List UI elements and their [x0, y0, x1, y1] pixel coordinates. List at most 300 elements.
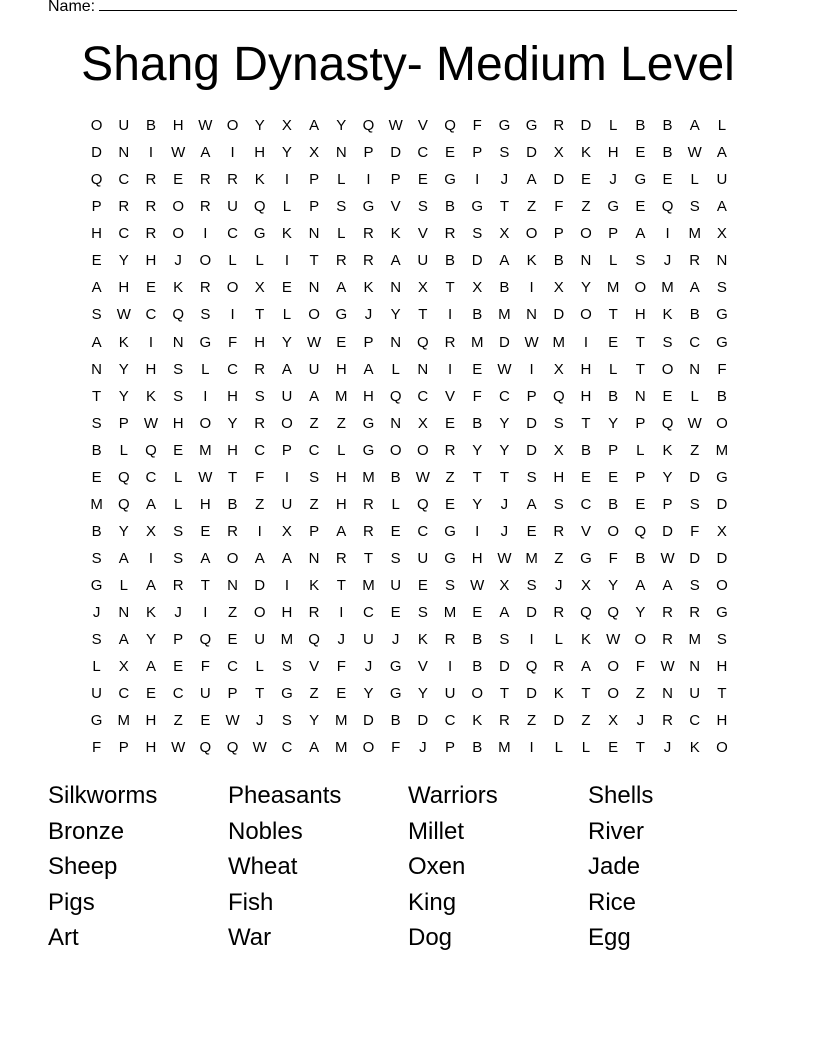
grid-letter: I	[230, 306, 235, 324]
grid-letter: H	[145, 252, 157, 270]
grid-letter: J	[364, 658, 373, 676]
grid-letter: E	[608, 739, 619, 757]
grid-letter: T	[363, 550, 374, 568]
grid-letter: E	[635, 144, 646, 162]
word-list-item: Egg	[588, 924, 631, 952]
grid-letter: S	[526, 577, 537, 595]
grid-letter: R	[444, 333, 456, 351]
grid-letter: X	[553, 144, 564, 162]
grid-letter: E	[662, 387, 673, 405]
grid-letter: I	[148, 333, 154, 351]
grid-letter: G	[580, 550, 592, 568]
grid-letter: P	[227, 685, 238, 703]
grid-letter: H	[580, 360, 592, 378]
grid-letter: Q	[417, 333, 429, 351]
grid-letter: P	[553, 225, 564, 243]
grid-letter: B	[472, 306, 483, 324]
grid-letter: X	[553, 360, 564, 378]
grid-letter: T	[336, 577, 346, 595]
grid-letter: Z	[527, 198, 537, 216]
grid-letter: M	[688, 631, 701, 649]
grid-letter: Y	[662, 468, 673, 486]
grid-letter: E	[635, 495, 646, 513]
grid-letter: E	[173, 441, 184, 459]
grid-letter: H	[118, 279, 130, 297]
grid-letter: R	[254, 360, 266, 378]
grid-letter: V	[445, 387, 456, 405]
grid-letter: B	[472, 658, 483, 676]
grid-letter: F	[608, 550, 618, 568]
grid-letter: C	[118, 171, 130, 189]
grid-letter: E	[608, 333, 619, 351]
grid-letter: K	[580, 631, 591, 649]
grid-letter: P	[118, 414, 129, 432]
grid-letter: T	[635, 739, 645, 757]
grid-letter: H	[716, 712, 728, 730]
grid-letter: X	[417, 414, 428, 432]
grid-letter: N	[172, 333, 184, 351]
grid-letter: X	[580, 577, 591, 595]
grid-letter: G	[607, 198, 619, 216]
grid-letter: N	[390, 333, 402, 351]
grid-letter: V	[309, 658, 320, 676]
grid-letter: T	[92, 387, 102, 405]
grid-letter: L	[119, 441, 128, 459]
grid-letter: I	[230, 144, 235, 162]
grid-letter: I	[475, 171, 480, 189]
grid-letter: D	[498, 333, 510, 351]
grid-letter: B	[608, 387, 619, 405]
grid-letter: E	[91, 252, 102, 270]
grid-letter: P	[472, 144, 483, 162]
grid-letter: T	[255, 685, 265, 703]
grid-letter: T	[635, 333, 645, 351]
grid-letter: R	[363, 495, 374, 513]
grid-letter: E	[662, 171, 673, 189]
grid-letter: E	[336, 685, 347, 703]
grid-letter: H	[172, 414, 184, 432]
grid-letter: R	[308, 604, 320, 622]
grid-letter: Q	[389, 387, 402, 405]
grid-letter: I	[447, 306, 453, 324]
grid-letter: E	[635, 198, 646, 216]
grid-letter: W	[497, 550, 512, 568]
grid-letter: Q	[172, 306, 184, 324]
grid-letter: A	[336, 522, 347, 540]
grid-letter: C	[118, 225, 130, 243]
grid-letter: O	[172, 198, 184, 216]
grid-letter: S	[91, 414, 102, 432]
grid-letter: M	[498, 306, 511, 324]
grid-letter: W	[225, 712, 240, 730]
grid-letter: I	[203, 387, 208, 405]
grid-letter: L	[690, 387, 699, 405]
grid-letter: N	[689, 360, 701, 378]
grid-letter: M	[199, 441, 212, 459]
grid-letter: F	[200, 658, 210, 676]
grid-letter: Y	[309, 712, 320, 730]
grid-letter: K	[390, 225, 401, 243]
grid-letter: Q	[253, 198, 266, 216]
grid-letter: B	[716, 387, 727, 405]
grid-letter: P	[173, 631, 184, 649]
grid-letter: N	[390, 279, 402, 297]
grid-letter: M	[498, 739, 511, 757]
grid-letter: N	[417, 360, 429, 378]
grid-letter: O	[90, 117, 103, 135]
grid-letter: L	[554, 631, 563, 649]
grid-letter: N	[390, 414, 402, 432]
grid-letter: T	[200, 577, 210, 595]
grid-letter: B	[662, 144, 673, 162]
grid-letter: K	[526, 252, 537, 270]
grid-letter: A	[526, 171, 537, 189]
grid-letter: S	[254, 387, 265, 405]
grid-letter: N	[526, 306, 538, 324]
grid-letter: R	[227, 522, 238, 540]
grid-letter: V	[580, 522, 591, 540]
grid-letter: S	[91, 550, 102, 568]
grid-letter: D	[417, 712, 429, 730]
grid-letter: K	[145, 387, 156, 405]
grid-letter: E	[417, 171, 428, 189]
grid-letter: W	[198, 468, 213, 486]
grid-letter: G	[389, 685, 402, 703]
grid-letter: W	[198, 117, 213, 135]
grid-letter: R	[553, 522, 565, 540]
word-list-item: Shells	[588, 782, 654, 809]
grid-letter: S	[472, 225, 483, 243]
grid-letter: H	[145, 739, 157, 757]
grid-letter: P	[309, 198, 320, 216]
grid-letter: G	[634, 171, 647, 189]
grid-letter: N	[335, 144, 347, 162]
grid-letter: H	[335, 468, 347, 486]
grid-letter: I	[529, 360, 534, 378]
grid-letter: E	[173, 171, 184, 189]
word-list-item: King	[408, 888, 457, 916]
grid-letter: W	[415, 468, 430, 486]
grid-letter: I	[148, 144, 154, 162]
grid-letter: N	[662, 685, 673, 703]
grid-letter: Q	[661, 414, 674, 432]
grid-letter: E	[145, 685, 156, 703]
grid-letter: U	[444, 685, 456, 703]
grid-letter: J	[255, 712, 264, 730]
grid-letter: D	[580, 117, 592, 135]
grid-letter: L	[717, 117, 727, 135]
grid-letter: X	[417, 279, 428, 297]
grid-letter: I	[203, 225, 208, 243]
grid-letter: R	[145, 198, 157, 216]
grid-letter: T	[608, 306, 618, 324]
grid-letter: O	[580, 306, 592, 324]
grid-letter: E	[445, 414, 456, 432]
grid-letter: P	[281, 441, 292, 459]
grid-letter: A	[499, 604, 510, 622]
grid-letter: P	[309, 171, 320, 189]
grid-letter: S	[173, 360, 184, 378]
grid-letter: S	[91, 631, 102, 649]
grid-letter: F	[227, 333, 238, 351]
grid-letter: B	[390, 712, 401, 730]
grid-letter: Z	[445, 468, 455, 486]
grid-letter: R	[199, 171, 211, 189]
grid-letter: O	[362, 739, 375, 757]
grid-letter: D	[716, 550, 728, 568]
grid-letter: A	[145, 658, 156, 676]
grid-letter: W	[252, 739, 267, 757]
grid-letter: W	[470, 577, 485, 595]
grid-letter: Y	[635, 604, 646, 622]
grid-letter: A	[91, 279, 102, 297]
grid-letter: D	[526, 685, 538, 703]
grid-letter: A	[635, 225, 646, 243]
grid-letter: S	[173, 550, 184, 568]
grid-letter: S	[390, 550, 401, 568]
grid-letter: O	[607, 658, 619, 676]
grid-letter: J	[555, 577, 563, 595]
grid-letter: E	[281, 279, 292, 297]
word-list-item: Art	[48, 924, 79, 952]
grid-letter: G	[444, 522, 456, 540]
grid-letter: H	[335, 495, 347, 513]
grid-letter: Q	[525, 658, 538, 676]
grid-letter: S	[281, 712, 292, 730]
grid-letter: M	[280, 631, 294, 649]
grid-letter: M	[606, 279, 620, 297]
grid-letter: L	[391, 360, 400, 378]
grid-letter: E	[472, 604, 483, 622]
grid-letter: I	[475, 522, 480, 540]
grid-letter: N	[308, 279, 320, 297]
grid-letter: W	[388, 117, 403, 135]
grid-letter: J	[337, 631, 346, 649]
grid-letter: J	[500, 171, 509, 189]
grid-letter: Z	[173, 712, 183, 730]
grid-letter: Q	[308, 631, 320, 649]
grid-letter: A	[363, 360, 374, 378]
grid-letter: Q	[90, 171, 103, 189]
grid-letter: P	[363, 333, 374, 351]
grid-letter: Q	[417, 495, 429, 513]
grid-letter: I	[447, 658, 453, 676]
grid-letter: B	[635, 550, 646, 568]
grid-letter: U	[308, 360, 320, 378]
grid-letter: G	[199, 333, 212, 351]
grid-letter: J	[391, 631, 400, 649]
grid-letter: L	[636, 441, 645, 459]
grid-letter: B	[608, 495, 619, 513]
grid-letter: S	[417, 604, 428, 622]
grid-letter: Z	[255, 495, 265, 513]
grid-letter: D	[363, 712, 374, 730]
grid-letter: S	[499, 144, 510, 162]
grid-letter: W	[307, 333, 322, 351]
grid-letter: Y	[580, 279, 591, 297]
word-list-item: Fish	[228, 888, 274, 916]
grid-letter: F	[472, 387, 482, 405]
grid-letter: B	[472, 739, 483, 757]
grid-letter: S	[445, 577, 456, 595]
grid-letter: T	[472, 468, 482, 486]
grid-letter: T	[418, 306, 428, 324]
grid-letter: F	[690, 522, 700, 540]
grid-letter: R	[118, 198, 130, 216]
grid-letter: F	[255, 468, 265, 486]
word-list-item: War	[228, 924, 272, 952]
grid-letter: S	[417, 198, 428, 216]
grid-letter: K	[173, 279, 184, 297]
grid-letter: G	[444, 171, 456, 189]
grid-letter: Y	[118, 387, 129, 405]
grid-letter: A	[689, 117, 700, 135]
grid-letter: R	[662, 712, 673, 730]
grid-letter: R	[662, 604, 673, 622]
grid-letter: E	[445, 495, 456, 513]
grid-letter: L	[337, 441, 346, 459]
grid-letter: C	[689, 333, 701, 351]
grid-letter: B	[445, 252, 456, 270]
grid-letter: X	[281, 117, 292, 135]
grid-letter: X	[553, 441, 564, 459]
grid-letter: L	[282, 198, 292, 216]
grid-letter: Y	[499, 441, 510, 459]
grid-letter: S	[173, 387, 184, 405]
grid-letter: L	[608, 252, 618, 270]
grid-letter: A	[200, 144, 211, 162]
grid-letter: W	[687, 144, 702, 162]
grid-letter: E	[608, 468, 619, 486]
grid-letter: X	[309, 144, 320, 162]
grid-letter: B	[227, 495, 238, 513]
grid-letter: I	[203, 604, 208, 622]
grid-letter: J	[609, 171, 617, 189]
grid-letter: B	[662, 117, 673, 135]
grid-letter: C	[227, 658, 238, 676]
grid-letter: L	[92, 658, 101, 676]
grid-letter: L	[608, 117, 618, 135]
grid-letter: A	[662, 577, 673, 595]
grid-letter: K	[662, 306, 673, 324]
grid-letter: X	[118, 658, 129, 676]
grid-letter: F	[391, 739, 401, 757]
grid-letter: R	[662, 631, 673, 649]
grid-letter: S	[553, 495, 564, 513]
word-list-item: Dog	[408, 924, 453, 952]
grid-letter: A	[145, 577, 156, 595]
grid-letter: O	[226, 279, 239, 297]
grid-letter: E	[580, 468, 591, 486]
page-title: Shang Dynasty- Medium Level	[81, 38, 735, 91]
word-bank	[48, 778, 768, 956]
grid-letter: K	[662, 441, 673, 459]
grid-letter: D	[526, 441, 538, 459]
grid-letter: N	[308, 225, 320, 243]
grid-letter: O	[308, 306, 320, 324]
grid-letter: E	[91, 468, 102, 486]
grid-letter: L	[119, 577, 128, 595]
grid-letter: I	[366, 171, 371, 189]
grid-letter: C	[417, 144, 429, 162]
grid-letter: H	[145, 712, 157, 730]
grid-letter: M	[715, 441, 729, 459]
grid-letter: R	[553, 658, 565, 676]
grid-letter: O	[607, 522, 619, 540]
grid-letter: G	[90, 712, 103, 730]
grid-letter: N	[634, 387, 646, 405]
grid-letter: S	[526, 468, 537, 486]
grid-letter: G	[716, 306, 728, 324]
grid-letter: H	[145, 360, 157, 378]
grid-letter: E	[227, 631, 238, 649]
grid-letter: H	[716, 658, 728, 676]
grid-letter: B	[91, 441, 102, 459]
grid-letter: N	[227, 577, 238, 595]
grid-letter: Z	[690, 441, 700, 459]
grid-letter: E	[145, 279, 156, 297]
grid-letter: T	[227, 468, 238, 486]
grid-letter: O	[580, 225, 592, 243]
grid-letter: F	[336, 658, 346, 676]
grid-letter: S	[499, 631, 510, 649]
grid-letter: J	[92, 604, 101, 622]
grid-letter: I	[284, 468, 289, 486]
grid-letter: D	[91, 144, 103, 162]
grid-letter: S	[716, 631, 727, 649]
grid-letter: S	[336, 198, 347, 216]
grid-letter: G	[498, 117, 511, 135]
word-list-item: Jade	[588, 853, 641, 881]
grid-letter: O	[226, 550, 239, 568]
grid-letter: U	[417, 550, 429, 568]
grid-letter: T	[581, 414, 591, 432]
name-label: Name:	[48, 0, 96, 15]
grid-letter: B	[635, 117, 646, 135]
grid-letter: M	[443, 604, 457, 622]
grid-letter: R	[689, 252, 701, 270]
grid-letter: P	[662, 495, 673, 513]
word-list-item: Pigs	[48, 888, 95, 916]
grid-letter: H	[254, 144, 266, 162]
grid-letter: O	[471, 685, 484, 703]
grid-letter: Y	[472, 441, 483, 459]
grid-letter: C	[308, 441, 320, 459]
grid-letter: Y	[336, 117, 347, 135]
grid-letter: C	[145, 306, 157, 324]
grid-letter: L	[690, 171, 699, 189]
grid-letter: K	[417, 631, 428, 649]
name-blank-line	[99, 0, 737, 11]
grid-letter: D	[689, 468, 701, 486]
grid-letter: O	[253, 604, 266, 622]
grid-letter: Z	[554, 550, 564, 568]
grid-letter: D	[689, 550, 701, 568]
grid-letter: D	[553, 306, 565, 324]
grid-letter: A	[716, 144, 727, 162]
grid-letter: Y	[118, 522, 129, 540]
grid-letter: I	[148, 550, 154, 568]
grid-letter: O	[172, 225, 184, 243]
grid-letter: R	[254, 414, 266, 432]
grid-letter: A	[580, 658, 591, 676]
grid-letter: X	[254, 279, 265, 297]
grid-letter: R	[199, 279, 211, 297]
grid-letter: Y	[227, 414, 238, 432]
grid-letter: D	[553, 712, 565, 730]
grid-letter: Q	[117, 495, 130, 513]
grid-letter: P	[309, 522, 320, 540]
